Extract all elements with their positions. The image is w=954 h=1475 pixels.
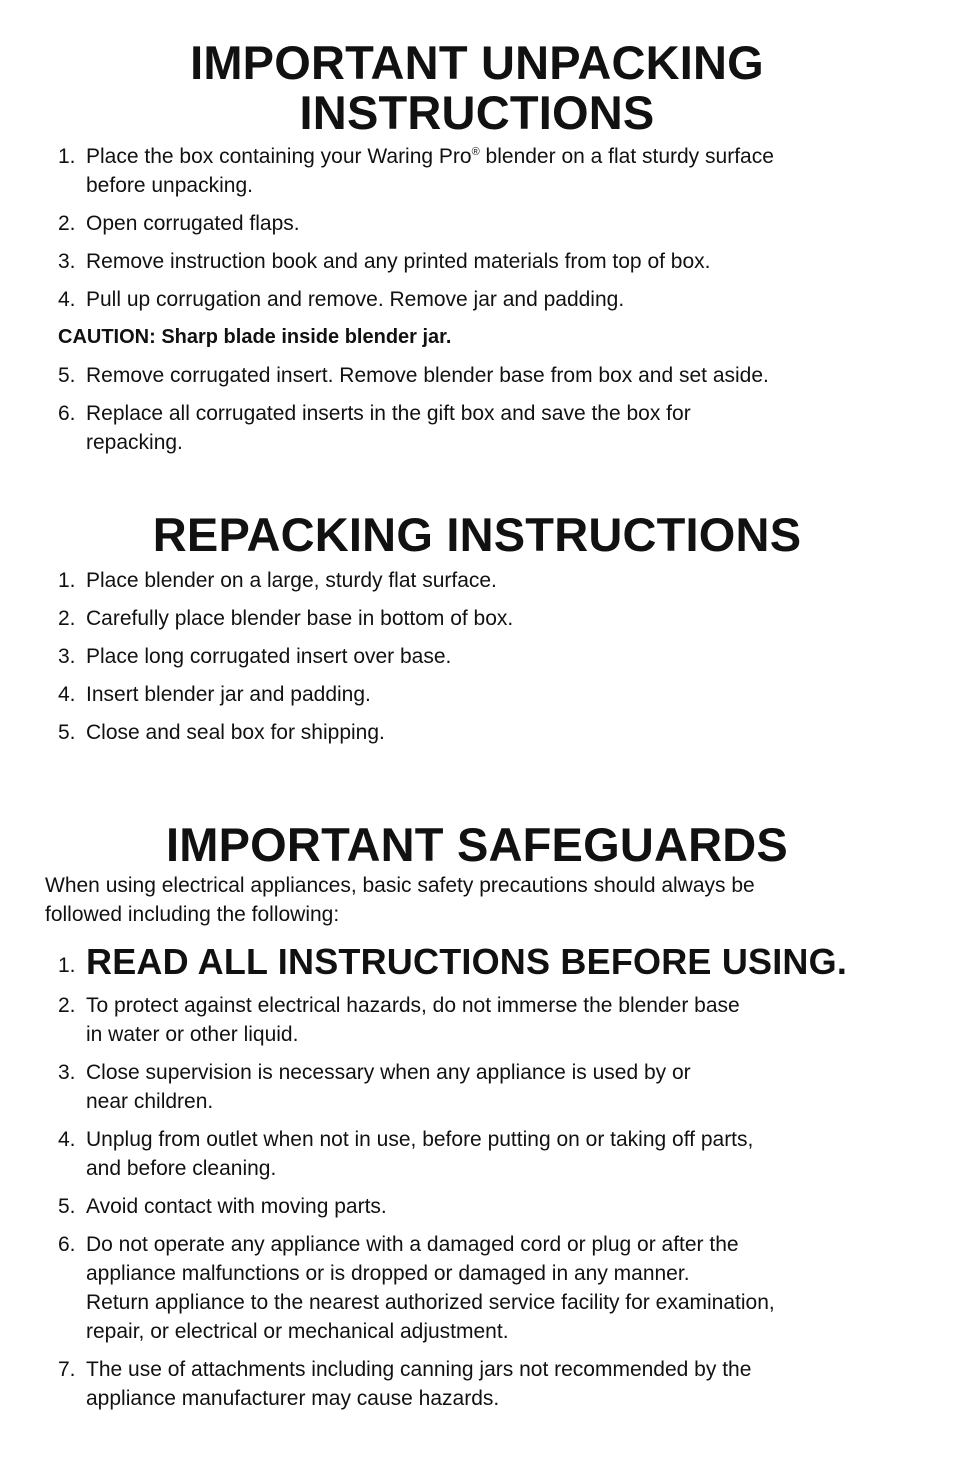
repacking-item-1 (58, 566, 928, 595)
safeguard-item-4 (58, 1125, 938, 1183)
item-text: Carefully place blender base in bottom of box. (86, 607, 514, 630)
item-number: 6. (58, 402, 76, 425)
item-line: near children. (86, 1090, 214, 1113)
item-number: 1. (58, 145, 76, 168)
item-line: appliance manufacturer may cause hazards. (86, 1387, 500, 1410)
repacking-item-5 (58, 718, 928, 747)
item-text: blender on a flat sturdy surface (479, 145, 774, 168)
unpacking-title-line2: INSTRUCTIONS (299, 86, 655, 139)
item-line: before unpacking. (86, 174, 253, 197)
intro-line: followed including the following: (45, 903, 340, 926)
item-line: and before cleaning. (86, 1157, 277, 1180)
item-number: 3. (58, 250, 76, 273)
unpacking-item-6 (58, 399, 928, 457)
item-text: Avoid contact with moving parts. (86, 1195, 387, 1218)
item-text: Place long corrugated insert over base. (86, 645, 452, 668)
item-text: Open corrugated flaps. (86, 212, 300, 235)
item-line: Unplug from outlet when not in use, before putting on or taking off parts, (86, 1128, 754, 1151)
item-number: 4. (58, 288, 76, 311)
item-text: Pull up corrugation and remove. Remove jar and padding. (86, 288, 625, 311)
item-text: Remove corrugated insert. Remove blender base from box and set aside. (86, 364, 769, 387)
item-text: Place blender on a large, sturdy flat surface. (86, 569, 497, 592)
item-text: Close and seal box for shipping. (86, 721, 385, 744)
item-line: Do not operate any appliance with a damaged cord or plug or after the (86, 1233, 739, 1256)
item-number: 3. (58, 1061, 76, 1084)
item-line: Replace all corrugated inserts in the gift box and save the box for (86, 402, 691, 425)
registered-mark: ® (471, 146, 480, 158)
item-line: appliance malfunctions or is dropped or damaged in any manner. (86, 1262, 690, 1285)
item-line: Close supervision is necessary when any appliance is used by or (86, 1061, 691, 1084)
item-text: Remove instruction book and any printed materials from top of box. (86, 250, 711, 273)
repacking-item-3 (58, 642, 928, 671)
unpacking-item-1 (58, 142, 928, 200)
unpacking-item-4 (58, 285, 928, 314)
safeguard-item-7 (58, 1355, 938, 1413)
safeguard-item-2 (58, 991, 938, 1049)
item-line: repair, or electrical or mechanical adjustment. (86, 1320, 509, 1343)
item-line: repacking. (86, 431, 183, 454)
item-number: 2. (58, 212, 76, 235)
item-line: To protect against electrical hazards, do not immerse the blender base (86, 994, 740, 1017)
unpacking-item-2 (58, 209, 928, 238)
repacking-item-2 (58, 604, 928, 633)
safeguard-item-3 (58, 1058, 938, 1116)
unpacking-item-5 (58, 361, 928, 390)
repacking-title: REPACKING INSTRUCTIONS (152, 508, 802, 561)
item-number: 2. (58, 994, 76, 1017)
read-instructions-heading: READ ALL INSTRUCTIONS BEFORE USING. (86, 941, 848, 982)
item-line (86, 142, 928, 171)
unpacking-title-line1: IMPORTANT UNPACKING (190, 36, 764, 89)
safeguards-intro (45, 871, 925, 929)
repacking-list (58, 566, 928, 747)
unpacking-title (0, 38, 954, 138)
safeguards-list (58, 942, 938, 1413)
item-number: 2. (58, 607, 76, 630)
item-number: 3. (58, 645, 76, 668)
item-number: 5. (58, 721, 76, 744)
unpacking-item-3 (58, 247, 928, 276)
item-line: in water or other liquid. (86, 1023, 299, 1046)
safeguards-title: IMPORTANT SAFEGUARDS (166, 818, 788, 871)
item-line: The use of attachments including canning jars not recommended by the (86, 1358, 752, 1381)
intro-line: When using electrical appliances, basic safety precautions should always be (45, 874, 755, 897)
item-number: 7. (58, 1358, 76, 1381)
item-number: 1. (58, 569, 76, 592)
item-number: 5. (58, 1195, 76, 1218)
item-number: 6. (58, 1233, 76, 1256)
item-number: 4. (58, 683, 76, 706)
caution-note: CAUTION: Sharp blade inside blender jar. (58, 326, 452, 348)
item-text: Place the box containing your Waring Pro (86, 145, 472, 168)
item-number: 1. (58, 954, 76, 977)
safeguard-item-1 (58, 942, 938, 982)
item-line: Return appliance to the nearest authorized service facility for examination, (86, 1291, 775, 1314)
repacking-item-4 (58, 680, 928, 709)
safeguard-item-5 (58, 1192, 938, 1221)
item-text: Insert blender jar and padding. (86, 683, 371, 706)
item-number: 4. (58, 1128, 76, 1151)
item-number: 5. (58, 364, 76, 387)
unpacking-list (58, 142, 928, 457)
safeguard-item-6 (58, 1230, 938, 1346)
